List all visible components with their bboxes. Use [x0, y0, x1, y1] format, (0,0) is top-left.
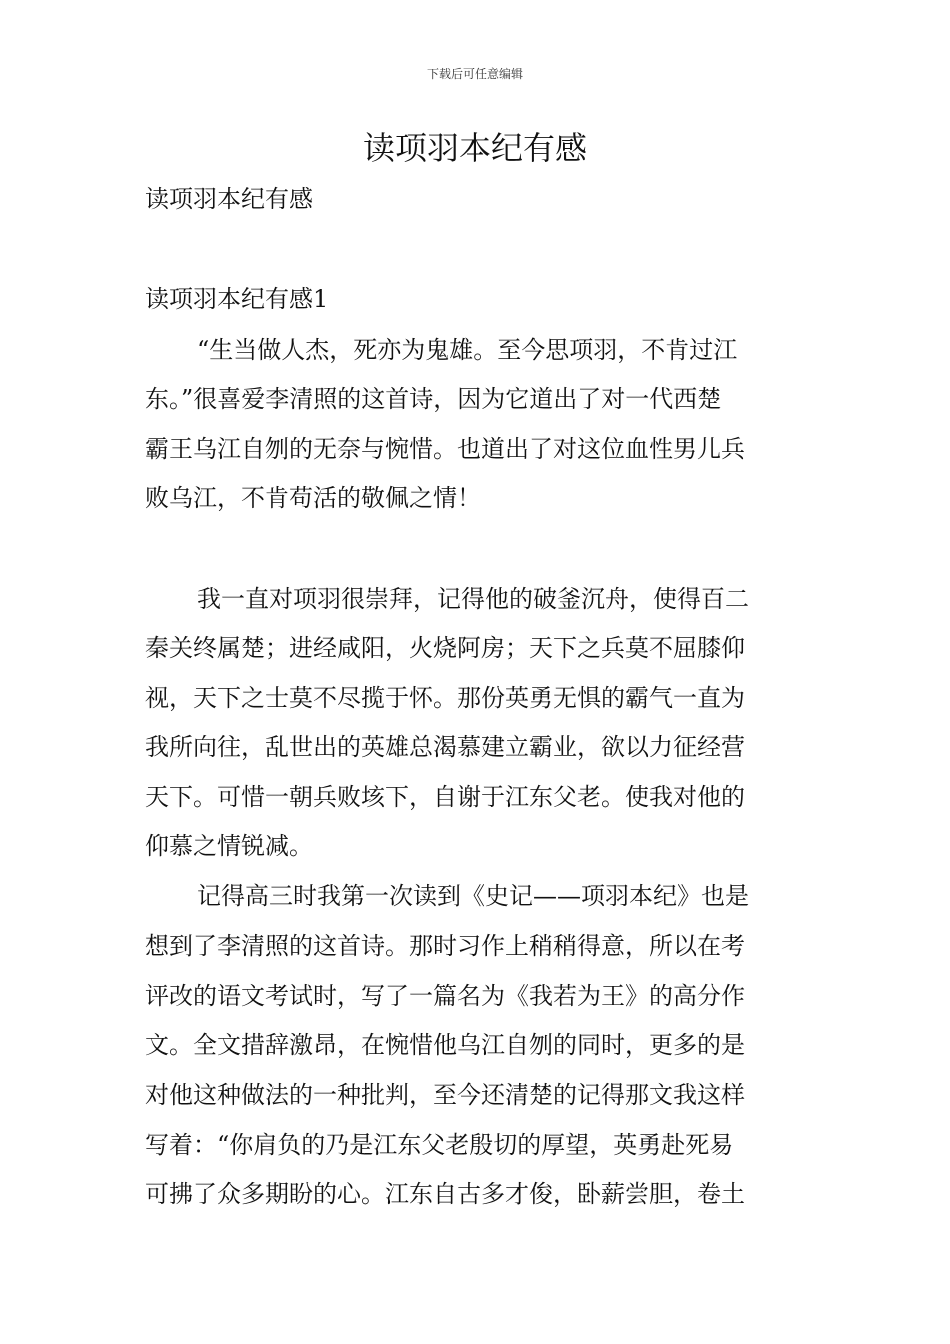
paragraph-1-line-1: “生当做人杰，死亦为鬼雄。至今思项羽，不肯过江 [197, 336, 738, 364]
paragraph-2-line-2: 秦关终属楚；进经咸阳，火烧阿房；天下之兵莫不屈膝仰 [145, 634, 745, 662]
paragraph-3-line-4: 文。全文措辞激昂，在惋惜他乌江自刎的同时，更多的是 [145, 1031, 745, 1059]
paragraph-2-line-4: 我所向往，乱世出的英雄总渴慕建立霸业，欲以力征经营 [145, 733, 745, 761]
paragraph-1-line-3: 霸王乌江自刎的无奈与惋惜。也道出了对这位血性男儿兵 [145, 435, 745, 463]
paragraph-1-line-2: 东。”很喜爱李清照的这首诗，因为它道出了对一代西楚 [145, 385, 722, 413]
paragraph-3-line-7: 可拂了众多期盼的心。江东自古多才俊，卧薪尝胆，卷土 [145, 1180, 745, 1208]
paragraph-2-line-3: 视，天下之士莫不尽揽于怀。那份英勇无惧的霸气一直为 [145, 684, 745, 712]
paragraph-2-line-1: 我一直对项羽很崇拜，记得他的破釜沉舟，使得百二 [197, 585, 749, 613]
paragraph-3-line-5: 对他这种做法的一种批判，至今还清楚的记得那文我这样 [145, 1081, 745, 1109]
section-heading: 读项羽本纪有感1 [145, 285, 329, 313]
paragraph-2-line-6: 仰慕之情锐减。 [145, 832, 313, 860]
paragraph-2-line-5: 天下。可惜一朝兵败垓下，自谢于江东父老。使我对他的 [145, 783, 745, 811]
subtitle: 读项羽本纪有感 [145, 185, 313, 213]
paragraph-1-line-4: 败乌江，不肯苟活的敬佩之情！ [145, 484, 481, 512]
document-title: 读项羽本纪有感 [362, 129, 587, 167]
paragraph-3-line-2: 想到了李清照的这首诗。那时习作上稍稍得意，所以在考 [145, 932, 745, 960]
paragraph-3-line-3: 评改的语文考试时，写了一篇名为《我若为王》的高分作 [145, 982, 745, 1010]
header-note: 下载后可任意编辑 [426, 67, 523, 81]
paragraph-3-line-6: 写着：“你肩负的乃是江东父老殷切的厚望，英勇赴死易 [145, 1131, 734, 1159]
paragraph-3-line-1: 记得高三时我第一次读到《史记——项羽本纪》也是 [197, 882, 749, 910]
